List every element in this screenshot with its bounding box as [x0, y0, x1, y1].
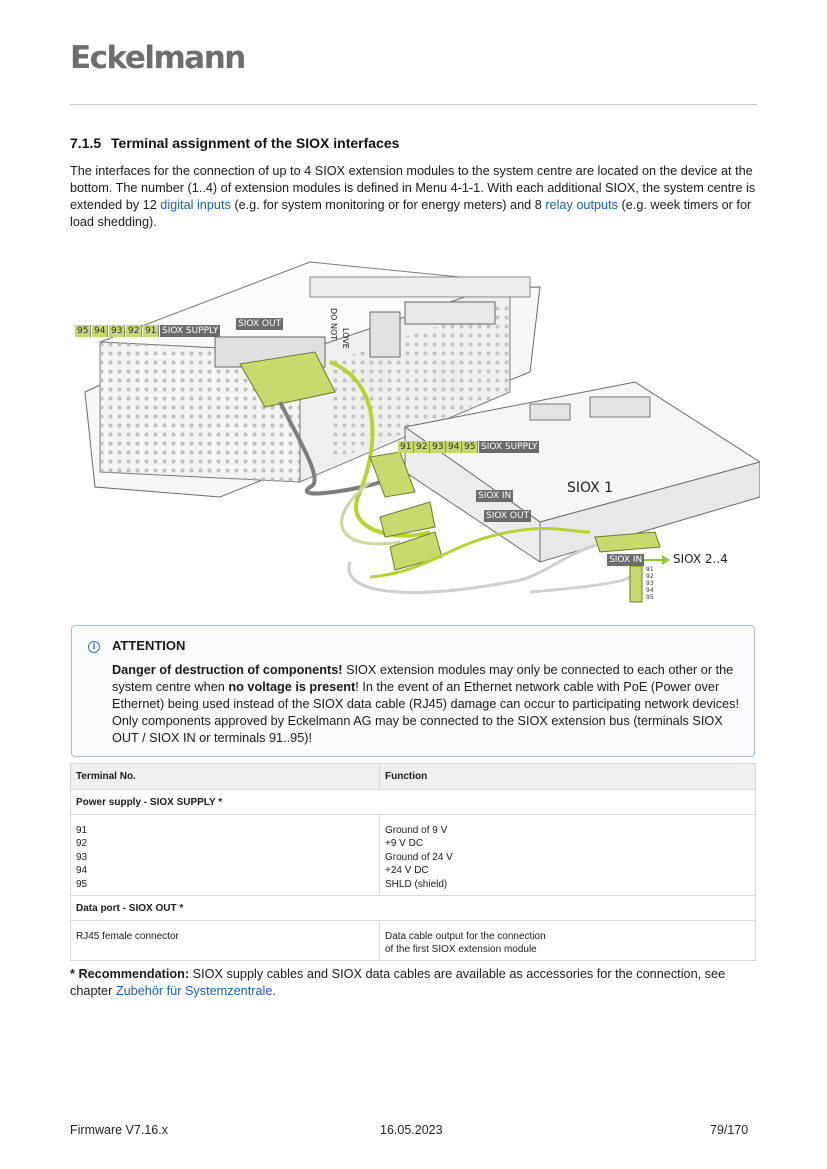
small-terminal: 93	[646, 580, 654, 587]
siox-wiring-figure	[70, 232, 760, 612]
digital-inputs-link[interactable]: digital inputs	[160, 198, 231, 212]
terminal-label: 92	[414, 441, 430, 453]
siox-wiring-illustration	[70, 232, 760, 612]
table-row	[71, 815, 756, 896]
terminal-function: +9 V DC	[385, 838, 424, 850]
attention-text-1: SIOX extension modules may only be connected to each other or the system centre when	[112, 663, 734, 694]
relay-outputs-link[interactable]: relay outputs	[545, 198, 618, 212]
accessories-link[interactable]: Zubehör für Systemzentrale	[115, 984, 273, 998]
terminal-label: 93	[109, 325, 125, 337]
header-divider	[70, 104, 757, 105]
footer-firmware: Firmware V7.16.x	[70, 1123, 168, 1137]
small-terminal: 91	[646, 566, 654, 573]
siox-in-label: SIOX IN	[478, 491, 512, 501]
siox1-label: SIOX 1	[567, 480, 614, 496]
attention-text-2: ! In the event of an Ethernet network cable with PoE (Power over Ethernet) being used instead of the SIOX data cable (RJ45) damage can occur to participating network devices! Only components approved by Eckelmann AG may be connected to the SIOX extension bus (terminals SIOX OUT / SIOX IN or terminals 91..95)!	[112, 680, 739, 745]
intro-text-1: The interfaces for the connection of up to 4 SIOX extension modules to the system centre are located on the device at the bottom. The number (1..4) of extension modules is defined in Menu 4-1-1. With each additional SIOX, the system centre is extended by 12	[70, 164, 756, 212]
footer-page-number: 79/170	[710, 1123, 749, 1137]
intro-text-3: (e.g. week timers or for load shedding).	[70, 198, 752, 229]
column-header: Function	[380, 764, 756, 790]
terminal-label: 91	[398, 441, 414, 453]
info-icon: i	[88, 641, 100, 653]
terminal-number: 93	[76, 851, 88, 863]
intro-text-2: (e.g. for system monitoring or for energy meters) and 8	[230, 198, 546, 212]
terminal-function: SHLD (shield)	[385, 878, 448, 890]
intro-paragraph	[70, 163, 760, 231]
footer-date: 16.05.2023	[380, 1123, 443, 1137]
rj45-cell: RJ45 female connector	[71, 921, 380, 961]
terminal-table	[70, 763, 756, 961]
table-header-row	[71, 764, 756, 790]
eckelmann-logo: Eckelmann	[70, 40, 245, 76]
table-section-row	[71, 790, 756, 815]
siox-in-label: SIOX IN	[609, 555, 643, 565]
column-header: Terminal No.	[71, 764, 380, 790]
terminal-numbers-cell	[71, 815, 380, 896]
terminal-function: Ground of 24 V	[385, 851, 453, 863]
terminal-function: +24 V DC	[385, 865, 429, 877]
attention-bold-1: Danger of destruction of components!	[112, 663, 343, 677]
note-bold: * Recommendation:	[70, 967, 190, 981]
attention-bold-2: no voltage is present	[228, 680, 356, 694]
siox-out-label: SIOX OUT	[238, 319, 282, 329]
siox2-4-label: SIOX 2..4	[673, 552, 728, 566]
terminal-label: 94	[446, 441, 462, 453]
vertical-label: LOVE	[341, 328, 350, 349]
terminal-label: 95	[462, 441, 478, 453]
table-section-row	[71, 896, 756, 921]
terminal-function: Ground of 9 V	[385, 825, 448, 836]
small-terminal: 92	[646, 573, 654, 580]
rj45-function-cell	[380, 921, 756, 961]
terminal-number: 95	[76, 878, 88, 890]
section-heading	[70, 135, 399, 151]
table-row	[71, 921, 756, 961]
section-number: 7.1.5	[70, 135, 102, 151]
siox-supply-label: SIOX SUPPLY	[162, 326, 219, 336]
siox-out-label: SIOX OUT	[486, 511, 530, 521]
section-title: Terminal assignment of the SIOX interfaces	[111, 135, 400, 151]
attention-box	[71, 625, 755, 757]
small-terminal: 95	[646, 594, 654, 601]
terminal-label: 94	[92, 325, 108, 337]
note-text: SIOX supply cables and SIOX data cables are available as accessories for the connection, see chapter	[70, 967, 726, 998]
small-terminal-list	[646, 566, 654, 601]
functions-cell	[380, 815, 756, 896]
siox-supply-label: SIOX SUPPLY	[481, 442, 538, 452]
terminal-label: 92	[126, 325, 142, 337]
terminal-number: 92	[76, 838, 88, 850]
small-terminal: 94	[646, 587, 654, 594]
rj45-function-line: Data cable output for the connection	[385, 931, 546, 943]
terminal-label: 95	[75, 325, 91, 337]
terminal-label: 93	[430, 441, 446, 453]
attention-title: ATTENTION	[112, 638, 186, 653]
vertical-label: DO NOT	[329, 308, 338, 341]
note-end: .	[272, 984, 276, 998]
rj45-function-line: of the first SIOX extension module	[385, 944, 537, 956]
section-label: Power supply - SIOX SUPPLY *	[71, 790, 756, 815]
attention-body	[112, 662, 752, 747]
terminal-number: 94	[76, 865, 88, 877]
recommendation-note	[70, 966, 760, 1000]
section-label: Data port - SIOX OUT *	[71, 896, 756, 921]
terminal-number: 91	[76, 825, 88, 836]
terminal-label: 91	[143, 325, 159, 337]
